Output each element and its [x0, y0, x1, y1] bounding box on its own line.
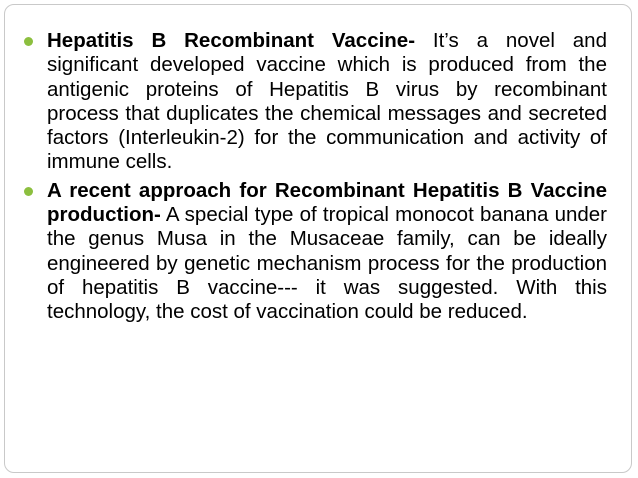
slide-frame — [4, 4, 632, 473]
bullet-heading: Hepatitis B Recombinant Vaccine- — [47, 29, 416, 52]
bullet-paragraph — [47, 179, 607, 325]
slide-content — [5, 29, 631, 329]
bullet-heading: A recent approach for Recombinant Hepatitis B Vaccine production- — [47, 178, 607, 227]
bullet-dot-icon — [24, 187, 33, 196]
bullet-item-hepatitis-b-vaccine — [5, 29, 631, 175]
bullet-paragraph — [47, 29, 607, 175]
bullet-item-recent-approach — [5, 179, 631, 325]
bullet-body: It’s a novel and significant developed vaccine which is produced from the antigenic proteins of Hepatitis B virus by recombinant process that duplicates the chemical messages and secreted factors (Interleukin-2) for the communication and activity of immune cells. — [47, 29, 607, 174]
bullet-dot-icon — [24, 37, 33, 46]
bullet-body: A special type of tropical monocot banana under the genus Musa in the Musaceae family, can be ideally engineered by genetic mechanism process for the production of hepatitis B vaccine--- it was suggested. With this technology, the cost of vaccination could be reduced. — [47, 203, 607, 324]
